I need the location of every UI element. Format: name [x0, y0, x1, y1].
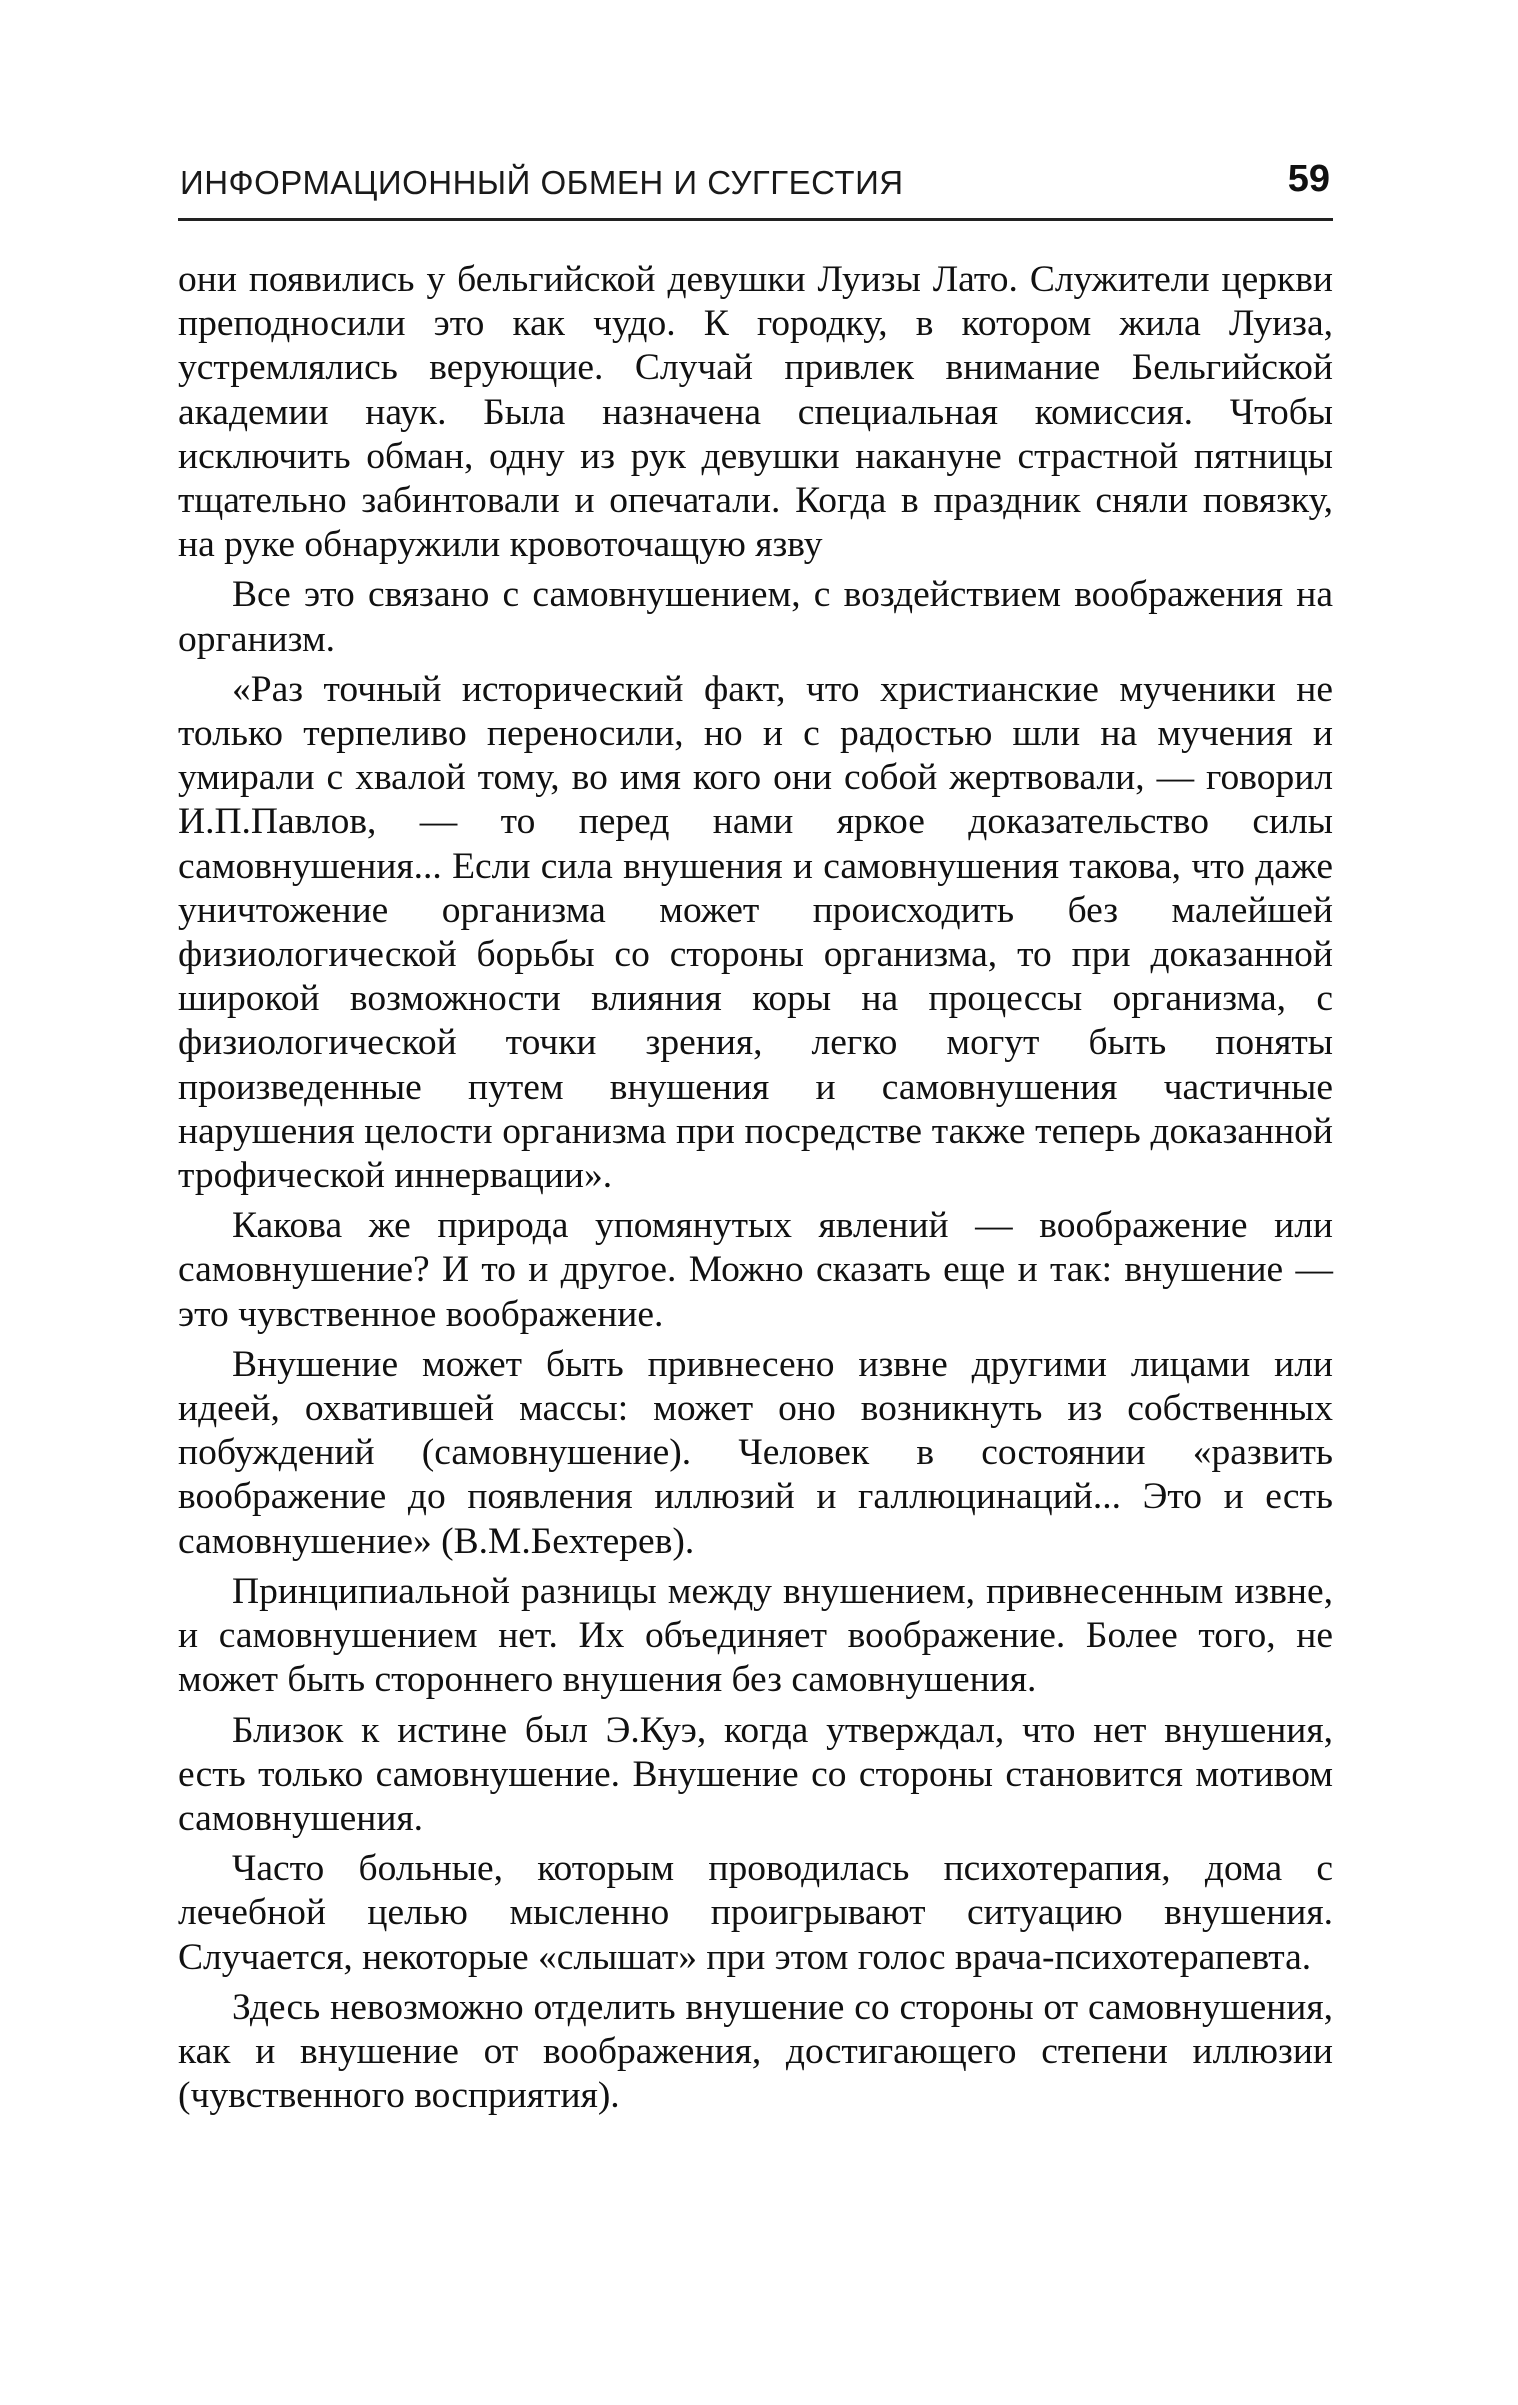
- paragraph-2: Все это связано с самовнушением, с воздействием воображения на организм.: [178, 574, 1333, 660]
- page-number: 59: [1287, 158, 1330, 200]
- paragraph-5: Внушение может быть привнесено извне другими лицами или идеей, охватившей массы: может оно возникнуть из собственных побуждений (самовнушение). Человек в состоянии «развить воображение до появления иллюзий и галлюцинаций... Это и есть самовнушение» (В.М.Бехтерев).: [178, 1343, 1333, 1562]
- paragraph-3-pavlov-quote: «Раз точный исторический факт, что христианские мученики не только терпеливо переносили, но и с радостью шли на мучения и умирали с хвалой тому, во имя кого они собой жертвовали, — говорил И.П.Павлов, — то перед нами яркое доказательство силы самовнушения... Если сила внушения и самовнушения такова, что даже уничтожение организма может происходить без малейшей физиологической борьбы со стороны организма, то при доказанной широкой возможности влияния коры на процессы организма, с физиологической точки зрения, легко могут быть поняты произведенные путем внушения и самовнушения частичные нарушения целости организма при посредстве также теперь доказанной трофической иннервации».: [178, 668, 1333, 1197]
- running-header: [180, 158, 1330, 218]
- paragraph-7: Близок к истине был Э.Куэ, когда утверждал, что нет внушения, есть только самовнушение. Внушение со стороны становится мотивом самовнушения.: [178, 1709, 1333, 1839]
- paragraph-9: Здесь невозможно отделить внушение со стороны от самовнушения, как и внушение от воображения, достигающего степени иллюзии (чувственного восприятия).: [178, 1986, 1333, 2117]
- header-rule: [178, 218, 1333, 221]
- paragraph-8: Часто больные, которым проводилась психотерапия, дома с лечебной целью мысленно проигрывают ситуацию внушения. Случается, некоторые «слышат» при этом голос врача-психотерапевта.: [178, 1848, 1333, 1978]
- paragraph-6: Принципиальной разницы между внушением, привнесенным извне, и самовнушением нет. Их объединяет воображение. Более того, не может быть стороннего внушения без самовнушения.: [178, 1570, 1333, 1701]
- paragraph-1: они появились у бельгийской девушки Луизы Лато. Служители церкви преподносили это как чудо. К городку, в котором жила Луиза, устремлялись верующие. Случай привлек внимание Бельгийской академии наук. Была назначена специальная комиссия. Чтобы исключить обман, одну из рук девушки накануне страстной пятницы тщательно забинтовали и опечатали. Когда в праздник сняли повязку, на руке обнаружили кровоточащую язву: [178, 259, 1333, 566]
- body-text: [178, 258, 1333, 2124]
- paragraph-4: Какова же природа упомянутых явлений — воображение или самовнушение? И то и другое. Можно сказать еще и так: внушение — это чувственное воображение.: [178, 1205, 1333, 1335]
- running-title: ИНФОРМАЦИОННЫЙ ОБМЕН И СУГГЕСТИЯ: [180, 164, 904, 201]
